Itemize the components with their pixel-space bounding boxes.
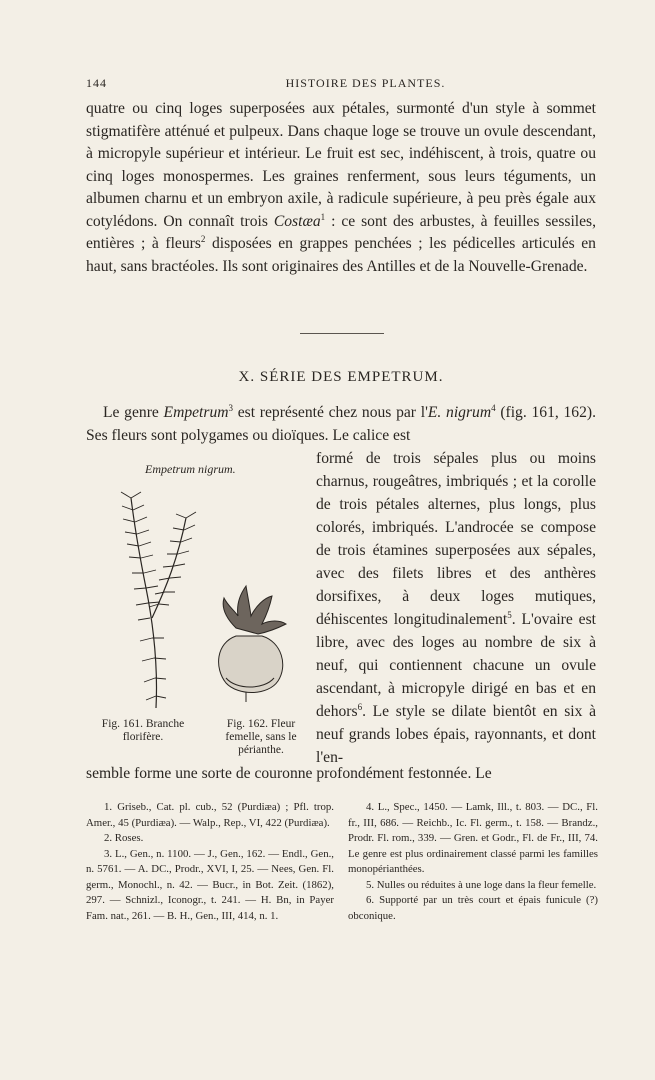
figure-title: Empetrum nigrum. <box>145 462 236 476</box>
species-enigrum: E. nigrum <box>427 404 492 421</box>
footnote-4: 4. L., Spec., 1450. — Lamk, Ill., t. 803. — DC., Fl. fr., III, 686. — Reichb., Ic. Fl. germ., t. 158. — Brandz., Prodr. Fl. rom., 339. — Gren. et Godr., Fl. de Fr., III, 74. Le genre est plus ordinairement classé parmi les familles monopérianthées. <box>348 801 598 875</box>
genus-empetrum: Empetrum <box>163 404 229 421</box>
para-right-1: formé de trois sépales plus ou moins charnus, rougeâtres, imbriqués ; et la corolle de trois pétales alternes, plus longs, plus colorés, imbriqués. L'androcée se compose de trois étamines superposées aux sépales, avec des filets libres et des anthères dorsifixes, à deux loges mutiques, déhiscentes longitudinalement <box>316 450 596 628</box>
figure-caption-162: Fig. 162. Fleur femelle, sans le périanthe. <box>225 718 297 756</box>
page-number: 144 <box>86 76 107 90</box>
empetrum-engraving <box>86 478 311 718</box>
paragraph-continuation: semble forme une sorte de couronne profondément festonnée. Le <box>86 765 492 782</box>
female-flower-illustration <box>219 586 286 702</box>
figure-illustration <box>86 478 311 718</box>
para-text-a: Le genre <box>103 404 159 421</box>
footnote-ref-4: 4 <box>491 402 496 413</box>
footnote-2: 2. Roses. <box>104 832 144 844</box>
footnote-3: 3. L., Gen., n. 1100. — J., Gen., 162. — Endl., Gen., n. 5761. — A. DC., Prodr., XVI, I, 25. — Nees, Gen. Fl. germ., Monochl., n. 42. — Bucr., in Bot. Zeit. (1862), 297. — Schnizl., Iconogr., t. 241. — H. Bn, in Payer Fam. nat., 261. — B. H., Gen., III, 414, n. 1. <box>86 847 334 922</box>
branch-illustration <box>121 492 196 708</box>
running-title: HISTOIRE DES PLANTES. <box>285 76 446 90</box>
footnote-1: 1. Griseb., Cat. pl. cub., 52 (Purdiæa) ; Pfl. trop. Amer., 45 (Purdiæa). — Walp., Rep., VI, 422 (Purdiæa). <box>86 801 334 829</box>
footnote-ref-3: 3 <box>228 402 234 413</box>
genus-costaea: Costæa <box>273 212 321 230</box>
section-divider <box>300 333 384 334</box>
paragraph-right-column <box>316 447 596 769</box>
footnotes-left <box>86 800 334 924</box>
para-text-b: est représenté chez nous par l' <box>237 404 428 421</box>
paragraph-intro <box>86 402 596 447</box>
para-right-2: . L'ovaire est libre, avec des loges au nombre de six à neuf, qui contiennent chacune un ovule ascendant, à micropyle dirigé en bas et en dehors <box>316 611 596 720</box>
section-title: X. SÉRIE DES EMPETRUM. <box>238 369 444 385</box>
figure-caption-161: Fig. 161. Branche florifère. <box>101 718 185 743</box>
body-text-2: : ce sont des arbustes, à feuilles sessiles, entières ; à fleurs <box>86 212 597 252</box>
footnote-ref-2: 2 <box>200 233 206 244</box>
body-text-3: disposées en grappes penchées ; les pédicelles articulés en haut, sans bractéoles. Ils sont originaires des Antilles et de la Nouvelle-Grenade. <box>86 235 596 275</box>
body-text-1: quatre ou cinq loges superposées aux pétales, surmonté d'un style à sommet stigmatifère atténué et pulpeux. Dans chaque loge se trouve un ovule descendant, à micropyle supérieur et intérieur. Le fruit est sec, indéhiscent, à trois, quatre ou cinq loges monospermes. Les graines renferment, sous leurs téguments, un albumen charnu et un embryon axile, à radicule supérieure, à peu près égale aux cotylédons. On connaît trois <box>86 100 596 230</box>
footnotes-right <box>348 800 598 924</box>
para-text-c: (fig. 161, 162). Ses fleurs sont polygames ou dioïques. Le calice est <box>86 404 596 444</box>
para-right-3: . Le style se dilate bientôt en six à neuf grands lobes épais, rayonnants, et dont l'en- <box>316 703 596 766</box>
footnote-6: 6. Supporté par un très court et épais funicule (?) obconique. <box>348 894 598 922</box>
body-paragraph <box>86 98 596 278</box>
footnote-ref-5: 5 <box>507 609 512 620</box>
footnote-ref-6: 6 <box>357 701 363 712</box>
footnote-5: 5. Nulles ou réduites à une loge dans la fleur femelle. <box>366 878 597 891</box>
footnote-ref-1: 1 <box>320 211 326 222</box>
